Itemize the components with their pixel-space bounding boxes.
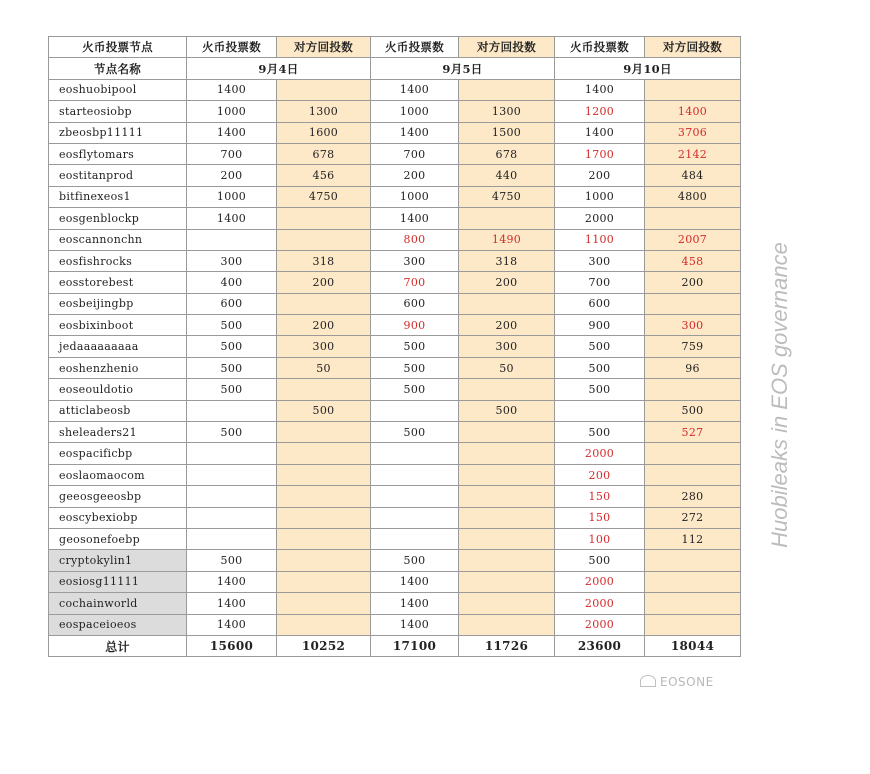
node-name: geosonefoebp (49, 528, 187, 549)
return-votes-cell (459, 464, 555, 485)
return-votes-cell (277, 571, 371, 592)
return-votes-cell: 458 (645, 250, 741, 271)
return-votes-cell: 500 (277, 400, 371, 421)
return-votes-cell (459, 507, 555, 528)
return-votes-cell: 678 (459, 143, 555, 164)
total-cell: 17100 (371, 635, 459, 656)
huobi-votes-cell: 1400 (371, 593, 459, 614)
huobi-votes-cell: 150 (555, 486, 645, 507)
total-cell: 23600 (555, 635, 645, 656)
return-votes-cell: 200 (645, 272, 741, 293)
huobi-votes-cell: 100 (555, 528, 645, 549)
table-row (49, 315, 741, 336)
table-row (49, 122, 741, 143)
huobi-votes-cell: 1400 (555, 79, 645, 100)
date-sep4: 9月4日 (187, 58, 371, 79)
return-votes-cell (277, 464, 371, 485)
huobi-votes-cell: 1400 (371, 571, 459, 592)
table-row (49, 507, 741, 528)
huobi-votes-cell: 800 (371, 229, 459, 250)
table-row (49, 443, 741, 464)
huobi-votes-cell: 1100 (555, 229, 645, 250)
table-row (49, 400, 741, 421)
huobi-votes-cell (371, 486, 459, 507)
huobi-votes-cell: 700 (371, 143, 459, 164)
return-votes-cell (277, 208, 371, 229)
date-row (49, 58, 741, 79)
return-votes-cell: 272 (645, 507, 741, 528)
huobi-votes-cell: 400 (187, 272, 277, 293)
return-votes-cell (459, 571, 555, 592)
huobi-votes-cell: 1400 (187, 79, 277, 100)
return-votes-cell: 678 (277, 143, 371, 164)
node-name: eosstorebest (49, 272, 187, 293)
header-node: 火币投票节点 (49, 37, 187, 58)
huobi-votes-cell: 500 (555, 379, 645, 400)
huobi-votes-cell: 2000 (555, 443, 645, 464)
node-name: cochainworld (49, 593, 187, 614)
node-name: atticlabeosb (49, 400, 187, 421)
return-votes-cell (277, 507, 371, 528)
return-votes-cell (645, 293, 741, 314)
node-name: eospaceioeos (49, 614, 187, 635)
huobi-votes-cell: 200 (371, 165, 459, 186)
node-name: bitfinexeos1 (49, 186, 187, 207)
huobi-votes-cell: 1400 (187, 571, 277, 592)
return-votes-cell (277, 443, 371, 464)
huobi-votes-cell: 1400 (187, 614, 277, 635)
return-votes-cell: 3706 (645, 122, 741, 143)
node-name: eosbixinboot (49, 315, 187, 336)
huobi-votes-cell: 500 (371, 336, 459, 357)
huobi-votes-cell: 600 (371, 293, 459, 314)
return-votes-cell: 200 (459, 315, 555, 336)
node-name: eosflytomars (49, 143, 187, 164)
return-votes-cell: 200 (459, 272, 555, 293)
table-row (49, 464, 741, 485)
return-votes-cell (645, 79, 741, 100)
huobi-votes-cell: 500 (187, 550, 277, 571)
table-row (49, 272, 741, 293)
return-votes-cell: 318 (277, 250, 371, 271)
header-row (49, 37, 741, 58)
table-row (49, 571, 741, 592)
return-votes-cell (277, 550, 371, 571)
huobi-votes-cell (187, 229, 277, 250)
node-name: geeosgeeosbp (49, 486, 187, 507)
node-name: cryptokylin1 (49, 550, 187, 571)
return-votes-cell: 112 (645, 528, 741, 549)
table-row (49, 101, 741, 122)
huobi-votes-cell: 700 (187, 143, 277, 164)
node-name: eoshenzhenio (49, 357, 187, 378)
huobi-votes-cell: 500 (371, 379, 459, 400)
return-votes-cell: 500 (645, 400, 741, 421)
huobi-votes-cell: 200 (555, 464, 645, 485)
huobi-votes-cell: 600 (187, 293, 277, 314)
node-name: eostitanprod (49, 165, 187, 186)
return-votes-cell: 2007 (645, 229, 741, 250)
total-cell: 18044 (645, 635, 741, 656)
return-votes-cell: 50 (459, 357, 555, 378)
table-row (49, 336, 741, 357)
huobi-votes-cell: 500 (187, 379, 277, 400)
return-votes-cell: 318 (459, 250, 555, 271)
return-votes-cell (459, 443, 555, 464)
node-name: jedaaaaaaaaa (49, 336, 187, 357)
return-votes-cell: 300 (645, 315, 741, 336)
return-votes-cell: 1600 (277, 122, 371, 143)
table-row (49, 186, 741, 207)
huobi-votes-cell (371, 528, 459, 549)
node-name: eosgenblockp (49, 208, 187, 229)
table-row (49, 593, 741, 614)
huobi-votes-cell: 1000 (555, 186, 645, 207)
huobi-votes-cell: 700 (555, 272, 645, 293)
return-votes-cell (459, 379, 555, 400)
node-name: eoscybexiobp (49, 507, 187, 528)
huobi-votes-cell: 1400 (555, 122, 645, 143)
watermark-text: EOSONE (660, 675, 714, 689)
return-votes-cell (459, 293, 555, 314)
return-votes-cell: 1300 (277, 101, 371, 122)
huobi-votes-cell: 1400 (371, 208, 459, 229)
return-votes-cell (277, 528, 371, 549)
table-row (49, 250, 741, 271)
return-votes-cell: 500 (459, 400, 555, 421)
return-votes-cell (459, 528, 555, 549)
date-sep5: 9月5日 (371, 58, 555, 79)
table-row (49, 528, 741, 549)
huobi-votes-cell: 2000 (555, 571, 645, 592)
huobi-votes-cell: 1400 (187, 208, 277, 229)
huobi-votes-cell: 1700 (555, 143, 645, 164)
huobi-votes-cell (187, 400, 277, 421)
node-name: sheleaders21 (49, 422, 187, 443)
return-votes-cell (459, 486, 555, 507)
return-votes-cell (277, 614, 371, 635)
return-votes-cell: 50 (277, 357, 371, 378)
return-votes-cell: 300 (459, 336, 555, 357)
return-votes-cell: 96 (645, 357, 741, 378)
huobi-votes-cell: 900 (555, 315, 645, 336)
return-votes-cell: 456 (277, 165, 371, 186)
header-return-votes-1: 对方回投数 (277, 37, 371, 58)
return-votes-cell (459, 614, 555, 635)
return-votes-cell (459, 593, 555, 614)
huobi-votes-cell: 1000 (371, 101, 459, 122)
return-votes-cell (645, 443, 741, 464)
huobi-votes-cell: 1000 (187, 101, 277, 122)
return-votes-cell (277, 229, 371, 250)
huobi-votes-cell: 500 (187, 357, 277, 378)
huobi-votes-cell: 500 (555, 336, 645, 357)
return-votes-cell: 2142 (645, 143, 741, 164)
node-name: eosbeijingbp (49, 293, 187, 314)
watermark (640, 675, 714, 689)
return-votes-cell: 200 (277, 315, 371, 336)
huobi-votes-cell: 900 (371, 315, 459, 336)
return-votes-cell: 4800 (645, 186, 741, 207)
return-votes-cell (459, 422, 555, 443)
side-caption: Huobileaks in EOS governance (767, 242, 792, 548)
huobi-votes-cell (187, 507, 277, 528)
node-name: eoscannonchn (49, 229, 187, 250)
return-votes-cell (277, 486, 371, 507)
huobi-votes-cell: 200 (555, 165, 645, 186)
huobi-votes-cell: 2000 (555, 208, 645, 229)
table-row (49, 357, 741, 378)
huobi-votes-cell: 500 (555, 550, 645, 571)
huobi-votes-cell: 1400 (187, 593, 277, 614)
huobi-votes-cell: 500 (187, 315, 277, 336)
return-votes-cell: 4750 (277, 186, 371, 207)
table-row (49, 79, 741, 100)
return-votes-cell: 280 (645, 486, 741, 507)
return-votes-cell: 1500 (459, 122, 555, 143)
table-row (49, 379, 741, 400)
total-cell: 11726 (459, 635, 555, 656)
node-name: zbeosbp11111 (49, 122, 187, 143)
node-name: eoshuobipool (49, 79, 187, 100)
table-row (49, 486, 741, 507)
total-cell: 15600 (187, 635, 277, 656)
sub-label: 节点名称 (49, 58, 187, 79)
table-row (49, 422, 741, 443)
huobi-votes-cell: 500 (371, 422, 459, 443)
huobi-votes-cell: 300 (555, 250, 645, 271)
huobi-votes-cell (187, 528, 277, 549)
huobi-votes-cell: 1200 (555, 101, 645, 122)
return-votes-cell (459, 79, 555, 100)
huobi-votes-cell (187, 443, 277, 464)
huobi-votes-cell: 1400 (371, 614, 459, 635)
huobi-votes-cell: 500 (371, 357, 459, 378)
return-votes-cell (277, 593, 371, 614)
table-row (49, 550, 741, 571)
huobi-votes-cell (371, 507, 459, 528)
huobi-votes-cell (371, 443, 459, 464)
header-huobi-votes-2: 火币投票数 (371, 37, 459, 58)
huobi-votes-cell: 1000 (187, 186, 277, 207)
node-name: starteosiobp (49, 101, 187, 122)
return-votes-cell: 200 (277, 272, 371, 293)
header-return-votes-2: 对方回投数 (459, 37, 555, 58)
return-votes-cell: 440 (459, 165, 555, 186)
node-name: eoseouldotio (49, 379, 187, 400)
huobi-votes-cell: 300 (371, 250, 459, 271)
huobi-votes-cell: 1000 (371, 186, 459, 207)
return-votes-cell: 300 (277, 336, 371, 357)
return-votes-cell: 1400 (645, 101, 741, 122)
huobi-votes-cell (371, 400, 459, 421)
return-votes-cell: 1490 (459, 229, 555, 250)
total-row (49, 635, 741, 656)
return-votes-cell (645, 379, 741, 400)
return-votes-cell (645, 614, 741, 635)
huobi-votes-cell: 500 (187, 422, 277, 443)
return-votes-cell (277, 422, 371, 443)
return-votes-cell: 4750 (459, 186, 555, 207)
huobi-votes-cell: 150 (555, 507, 645, 528)
huobi-votes-cell: 200 (187, 165, 277, 186)
node-name: eospacificbp (49, 443, 187, 464)
huobi-votes-cell: 1400 (371, 122, 459, 143)
return-votes-cell (645, 464, 741, 485)
table-row (49, 208, 741, 229)
huobi-votes-cell: 700 (371, 272, 459, 293)
node-name: eoslaomaocom (49, 464, 187, 485)
huobi-votes-cell: 2000 (555, 593, 645, 614)
return-votes-cell (645, 571, 741, 592)
huobi-votes-cell: 500 (555, 357, 645, 378)
header-huobi-votes-1: 火币投票数 (187, 37, 277, 58)
date-sep10: 9月10日 (555, 58, 741, 79)
huobi-votes-cell: 300 (187, 250, 277, 271)
huobi-votes-cell (187, 486, 277, 507)
cloud-logo-icon (640, 675, 656, 687)
return-votes-cell (277, 379, 371, 400)
return-votes-cell: 527 (645, 422, 741, 443)
node-name: eosfishrocks (49, 250, 187, 271)
header-return-votes-3: 对方回投数 (645, 37, 741, 58)
node-name: eosiosg11111 (49, 571, 187, 592)
return-votes-cell (277, 293, 371, 314)
return-votes-cell (459, 550, 555, 571)
return-votes-cell: 484 (645, 165, 741, 186)
table-row (49, 293, 741, 314)
return-votes-cell (459, 208, 555, 229)
return-votes-cell: 1300 (459, 101, 555, 122)
return-votes-cell (645, 208, 741, 229)
huobi-votes-cell: 600 (555, 293, 645, 314)
huobi-votes-cell: 500 (555, 422, 645, 443)
return-votes-cell (277, 79, 371, 100)
header-huobi-votes-3: 火币投票数 (555, 37, 645, 58)
huobi-votes-cell: 500 (187, 336, 277, 357)
table-row (49, 143, 741, 164)
table-row (49, 229, 741, 250)
total-cell: 10252 (277, 635, 371, 656)
huobi-votes-cell (555, 400, 645, 421)
huobi-votes-cell: 1400 (371, 79, 459, 100)
huobi-votes-cell: 500 (371, 550, 459, 571)
return-votes-cell (645, 593, 741, 614)
return-votes-cell (645, 550, 741, 571)
huobi-votes-cell: 1400 (187, 122, 277, 143)
huobi-votes-cell (187, 464, 277, 485)
table-row (49, 614, 741, 635)
return-votes-cell: 759 (645, 336, 741, 357)
vote-table (48, 36, 741, 657)
huobi-votes-cell (371, 464, 459, 485)
total-label: 总计 (49, 635, 187, 656)
table-row (49, 165, 741, 186)
huobi-votes-cell: 2000 (555, 614, 645, 635)
